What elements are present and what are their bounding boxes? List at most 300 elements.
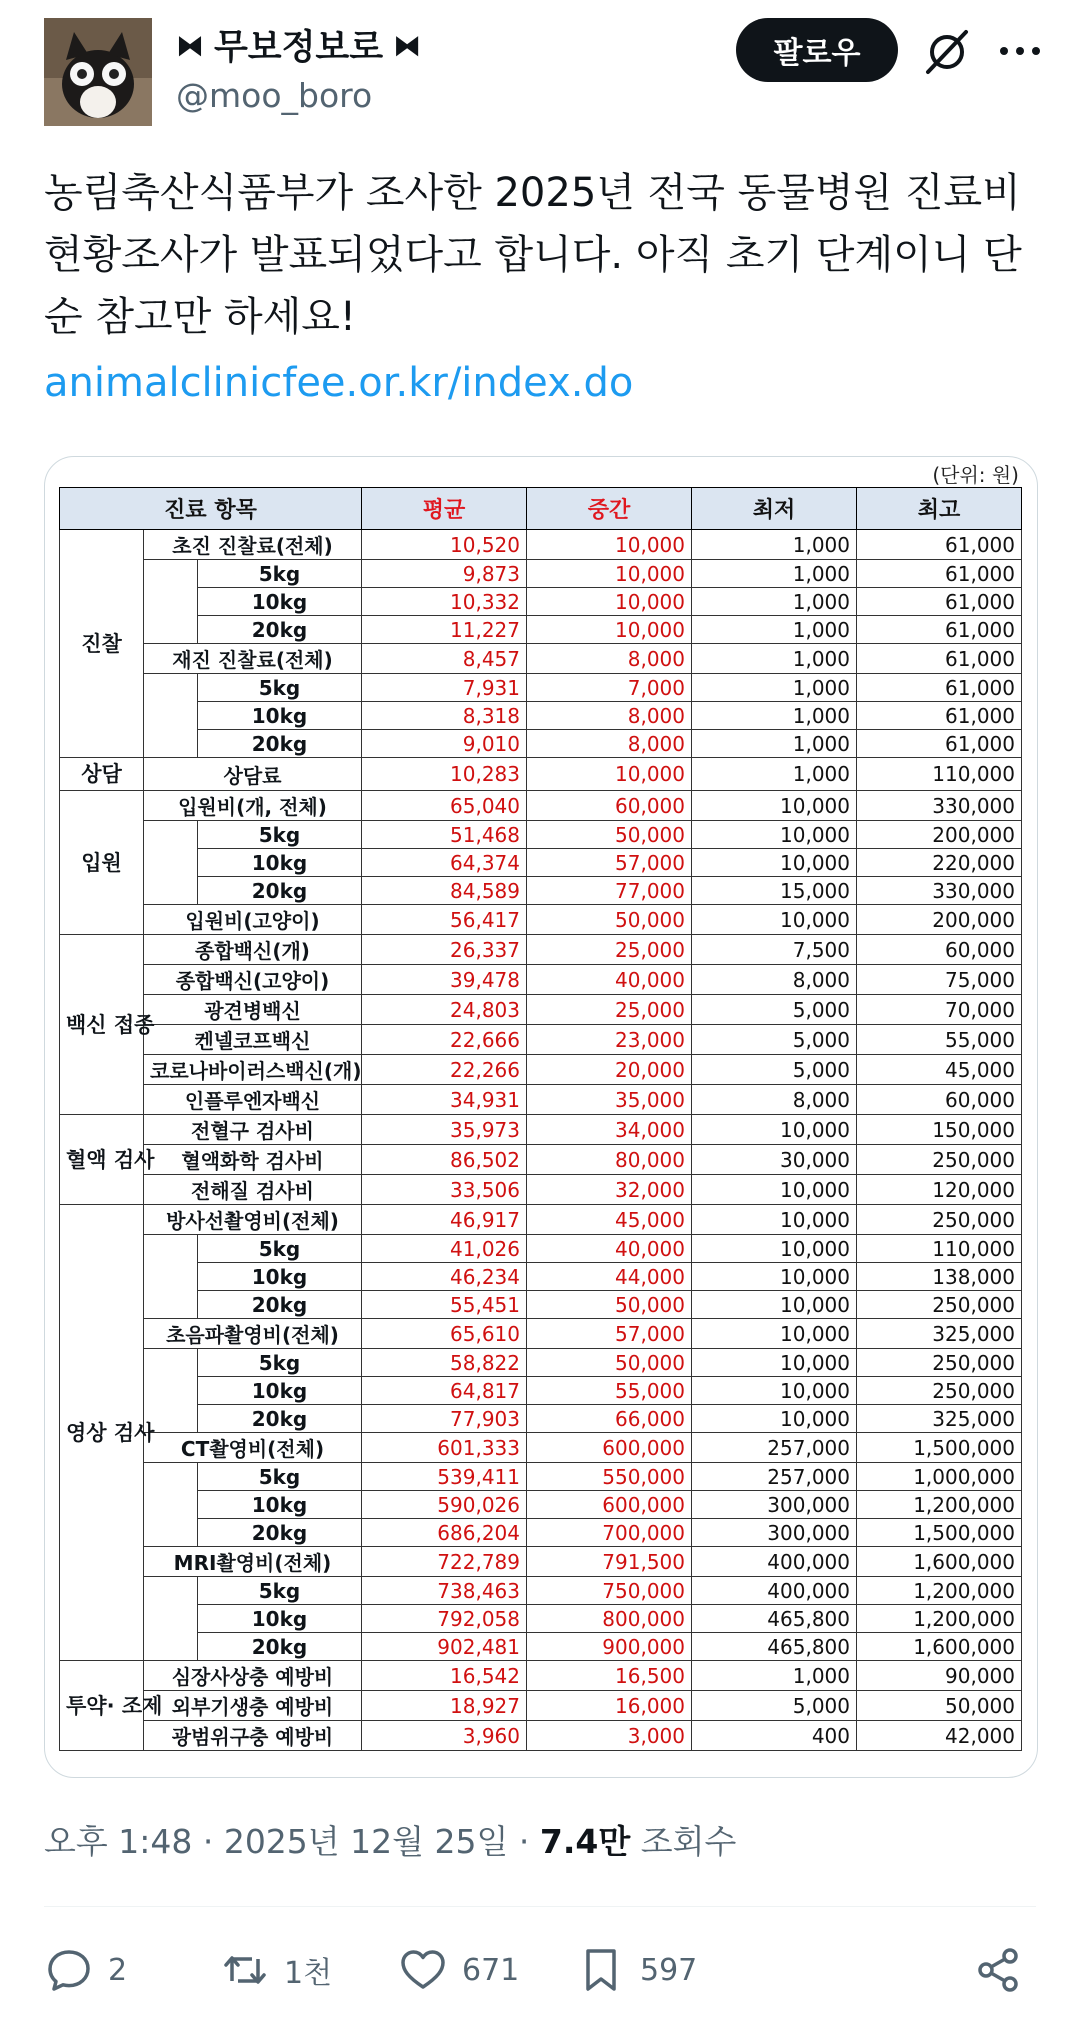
table-row: [60, 1115, 1022, 1145]
avg-cell: 41,026: [362, 1235, 527, 1263]
indent-cell: [144, 730, 198, 758]
indent-cell: [144, 616, 198, 644]
max-cell: 1,000,000: [857, 1463, 1022, 1491]
med-cell: 8,000: [527, 644, 692, 674]
med-cell: 800,000: [527, 1605, 692, 1633]
table-row: [60, 1605, 1022, 1633]
med-cell: 20,000: [527, 1055, 692, 1085]
avg-cell: 601,333: [362, 1433, 527, 1463]
item-cell: 종합백신(개): [144, 935, 362, 965]
avg-cell: 9,873: [362, 560, 527, 588]
med-cell: 3,000: [527, 1721, 692, 1751]
avg-cell: 39,478: [362, 965, 527, 995]
weight-cell: 10kg: [198, 849, 362, 877]
min-cell: 1,000: [692, 702, 857, 730]
avg-cell: 738,463: [362, 1577, 527, 1605]
max-cell: 150,000: [857, 1115, 1022, 1145]
min-cell: 10,000: [692, 905, 857, 935]
max-cell: 61,000: [857, 730, 1022, 758]
max-cell: 250,000: [857, 1145, 1022, 1175]
min-cell: 10,000: [692, 821, 857, 849]
max-cell: 61,000: [857, 644, 1022, 674]
share-icon: [974, 1945, 1024, 1995]
weight-cell: 20kg: [198, 1633, 362, 1661]
avg-cell: 8,318: [362, 702, 527, 730]
avg-cell: 51,468: [362, 821, 527, 849]
item-cell: 심장사상충 예방비: [144, 1661, 362, 1691]
author-handle[interactable]: @moo_boro: [176, 76, 373, 115]
med-cell: 66,000: [527, 1405, 692, 1433]
avg-cell: 10,520: [362, 530, 527, 560]
min-cell: 10,000: [692, 849, 857, 877]
med-cell: 10,000: [527, 560, 692, 588]
max-cell: 61,000: [857, 616, 1022, 644]
min-cell: 7,500: [692, 935, 857, 965]
med-cell: 600,000: [527, 1433, 692, 1463]
item-cell: 초진 진찰료(전체): [144, 530, 362, 560]
avg-cell: 86,502: [362, 1145, 527, 1175]
header-avg: 평균: [362, 488, 527, 530]
reply-count: 2: [108, 1952, 128, 1988]
med-cell: 34,000: [527, 1115, 692, 1145]
max-cell: 120,000: [857, 1175, 1022, 1205]
tweet-header: [0, 0, 1080, 150]
item-cell: 혈액화학 검사비: [144, 1145, 362, 1175]
med-cell: 8,000: [527, 702, 692, 730]
indent-cell: [144, 1633, 198, 1661]
min-cell: 1,000: [692, 758, 857, 791]
weight-cell: 5kg: [198, 1235, 362, 1263]
avg-cell: 11,227: [362, 616, 527, 644]
max-cell: 61,000: [857, 674, 1022, 702]
table-header-row: [60, 488, 1022, 530]
header-item: 진료 항목: [60, 488, 362, 530]
max-cell: 250,000: [857, 1349, 1022, 1377]
min-cell: 1,000: [692, 530, 857, 560]
weight-cell: 10kg: [198, 1491, 362, 1519]
indent-cell: [144, 877, 198, 905]
max-cell: 1,500,000: [857, 1519, 1022, 1547]
min-cell: 1,000: [692, 1661, 857, 1691]
tweet-image[interactable]: [44, 456, 1038, 1778]
weight-cell: 20kg: [198, 730, 362, 758]
weight-cell: 20kg: [198, 1405, 362, 1433]
indent-cell: [144, 1577, 198, 1605]
author-name: 무보정보로: [214, 28, 384, 68]
grok-icon[interactable]: [920, 24, 974, 78]
indent-cell: [144, 1463, 198, 1491]
med-cell: 900,000: [527, 1633, 692, 1661]
indent-cell: [144, 1605, 198, 1633]
table-row: [60, 1145, 1022, 1175]
min-cell: 10,000: [692, 1175, 857, 1205]
min-cell: 30,000: [692, 1145, 857, 1175]
table-row: [60, 1519, 1022, 1547]
table-row: [60, 730, 1022, 758]
min-cell: 1,000: [692, 644, 857, 674]
table-row: [60, 1349, 1022, 1377]
min-cell: 10,000: [692, 1235, 857, 1263]
max-cell: 1,600,000: [857, 1633, 1022, 1661]
indent-cell: [144, 849, 198, 877]
item-cell: 외부기생충 예방비: [144, 1691, 362, 1721]
fee-table: [59, 487, 1022, 1751]
min-cell: 465,800: [692, 1605, 857, 1633]
item-cell: 전해질 검사비: [144, 1175, 362, 1205]
tweet-time[interactable]: 오후 1:48 · 2025년 12월 25일 ·: [44, 1822, 540, 1861]
max-cell: 42,000: [857, 1721, 1022, 1751]
table-row: [60, 560, 1022, 588]
heart-icon: [398, 1945, 448, 1995]
follow-button[interactable]: 팔로우: [736, 18, 898, 82]
table-row: [60, 674, 1022, 702]
weight-cell: 5kg: [198, 1577, 362, 1605]
indent-cell: [144, 560, 198, 588]
indent-cell: [144, 821, 198, 849]
min-cell: 400,000: [692, 1577, 857, 1605]
max-cell: 50,000: [857, 1691, 1022, 1721]
table-row: [60, 1691, 1022, 1721]
table-row: [60, 1175, 1022, 1205]
min-cell: 5,000: [692, 1025, 857, 1055]
min-cell: 465,800: [692, 1633, 857, 1661]
max-cell: 61,000: [857, 530, 1022, 560]
avg-cell: 77,903: [362, 1405, 527, 1433]
med-cell: 40,000: [527, 965, 692, 995]
item-cell: 코로나바이러스백신(개): [144, 1055, 362, 1085]
divider: [44, 1906, 1036, 1907]
weight-cell: 20kg: [198, 616, 362, 644]
indent-cell: [144, 702, 198, 730]
table-row: [60, 1463, 1022, 1491]
weight-cell: 10kg: [198, 1377, 362, 1405]
med-cell: 10,000: [527, 588, 692, 616]
min-cell: 257,000: [692, 1463, 857, 1491]
bookmark-count: 597: [640, 1952, 698, 1988]
avg-cell: 55,451: [362, 1291, 527, 1319]
table-row: [60, 1319, 1022, 1349]
like-button[interactable]: [398, 1940, 519, 2000]
weight-cell: 10kg: [198, 702, 362, 730]
avg-cell: 3,960: [362, 1721, 527, 1751]
table-row: [60, 588, 1022, 616]
item-cell: 광범위구충 예방비: [144, 1721, 362, 1751]
table-row: [60, 1263, 1022, 1291]
med-cell: 50,000: [527, 1291, 692, 1319]
avg-cell: 56,417: [362, 905, 527, 935]
min-cell: 10,000: [692, 1263, 857, 1291]
category-cell: 입원: [60, 791, 144, 935]
weight-cell: 5kg: [198, 1349, 362, 1377]
med-cell: 750,000: [527, 1577, 692, 1605]
table-row: [60, 1633, 1022, 1661]
indent-cell: [144, 1349, 198, 1377]
table-row: [60, 1291, 1022, 1319]
avg-cell: 33,506: [362, 1175, 527, 1205]
item-cell: 방사선촬영비(전체): [144, 1205, 362, 1235]
item-cell: 초음파촬영비(전체): [144, 1319, 362, 1349]
indent-cell: [144, 1491, 198, 1519]
max-cell: 110,000: [857, 758, 1022, 791]
avg-cell: 26,337: [362, 935, 527, 965]
avg-cell: 46,234: [362, 1263, 527, 1291]
max-cell: 200,000: [857, 905, 1022, 935]
reply-button[interactable]: [44, 1940, 127, 2000]
med-cell: 550,000: [527, 1463, 692, 1491]
item-cell: 광견병백신: [144, 995, 362, 1025]
category-cell: 진찰: [60, 530, 144, 758]
avg-cell: 84,589: [362, 877, 527, 905]
table-row: [60, 1721, 1022, 1751]
avg-cell: 65,610: [362, 1319, 527, 1349]
med-cell: 25,000: [527, 995, 692, 1025]
item-cell: 상담료: [144, 758, 362, 791]
max-cell: 1,200,000: [857, 1491, 1022, 1519]
header-min: 최저: [692, 488, 857, 530]
share-button[interactable]: [974, 1940, 1024, 2000]
min-cell: 8,000: [692, 1085, 857, 1115]
repost-button[interactable]: [220, 1940, 332, 2000]
med-cell: 44,000: [527, 1263, 692, 1291]
category-cell: 투약· 조제: [60, 1661, 144, 1751]
indent-cell: [144, 588, 198, 616]
avg-cell: 7,931: [362, 674, 527, 702]
med-cell: 50,000: [527, 1349, 692, 1377]
min-cell: 1,000: [692, 730, 857, 758]
table-row: [60, 905, 1022, 935]
min-cell: 10,000: [692, 1405, 857, 1433]
max-cell: 1,500,000: [857, 1433, 1022, 1463]
action-bar: [44, 1940, 1036, 2000]
table-row: [60, 616, 1022, 644]
avg-cell: 686,204: [362, 1519, 527, 1547]
min-cell: 10,000: [692, 1319, 857, 1349]
table-row: [60, 1235, 1022, 1263]
med-cell: 10,000: [527, 758, 692, 791]
item-cell: MRI촬영비(전체): [144, 1547, 362, 1577]
indent-cell: [144, 1291, 198, 1319]
max-cell: 1,600,000: [857, 1547, 1022, 1577]
min-cell: 10,000: [692, 1205, 857, 1235]
med-cell: 8,000: [527, 730, 692, 758]
med-cell: 16,500: [527, 1661, 692, 1691]
med-cell: 45,000: [527, 1205, 692, 1235]
min-cell: 300,000: [692, 1519, 857, 1547]
med-cell: 35,000: [527, 1085, 692, 1115]
category-cell: 상담: [60, 758, 144, 791]
item-cell: 인플루엔자백신: [144, 1085, 362, 1115]
max-cell: 1,200,000: [857, 1605, 1022, 1633]
item-cell: 종합백신(고양이): [144, 965, 362, 995]
table-row: [60, 644, 1022, 674]
med-cell: 77,000: [527, 877, 692, 905]
med-cell: 7,000: [527, 674, 692, 702]
min-cell: 8,000: [692, 965, 857, 995]
max-cell: 325,000: [857, 1405, 1022, 1433]
min-cell: 1,000: [692, 674, 857, 702]
weight-cell: 20kg: [198, 877, 362, 905]
min-cell: 10,000: [692, 1349, 857, 1377]
med-cell: 55,000: [527, 1377, 692, 1405]
item-cell: CT촬영비(전체): [144, 1433, 362, 1463]
min-cell: 10,000: [692, 791, 857, 821]
tweet-timestamp: [44, 1816, 736, 1863]
max-cell: 250,000: [857, 1291, 1022, 1319]
min-cell: 5,000: [692, 1691, 857, 1721]
view-count: 7.4만: [539, 1822, 631, 1861]
avg-cell: 22,266: [362, 1055, 527, 1085]
min-cell: 400: [692, 1721, 857, 1751]
weight-cell: 20kg: [198, 1291, 362, 1319]
max-cell: 61,000: [857, 560, 1022, 588]
avg-cell: 10,283: [362, 758, 527, 791]
table-row: [60, 1491, 1022, 1519]
max-cell: 70,000: [857, 995, 1022, 1025]
avg-cell: 22,666: [362, 1025, 527, 1055]
table-row: [60, 1205, 1022, 1235]
table-row: [60, 702, 1022, 730]
table-row: [60, 1377, 1022, 1405]
med-cell: 600,000: [527, 1491, 692, 1519]
bowtie-right-icon: ⧓: [393, 28, 422, 62]
item-cell: 전혈구 검사비: [144, 1115, 362, 1145]
med-cell: 57,000: [527, 1319, 692, 1349]
med-cell: 10,000: [527, 530, 692, 560]
avatar[interactable]: [44, 18, 152, 126]
avg-cell: 64,817: [362, 1377, 527, 1405]
avg-cell: 16,542: [362, 1661, 527, 1691]
category-cell: 백신 접종: [60, 935, 144, 1115]
table-row: [60, 935, 1022, 965]
table-row: [60, 1055, 1022, 1085]
indent-cell: [144, 1263, 198, 1291]
min-cell: 15,000: [692, 877, 857, 905]
avg-cell: 9,010: [362, 730, 527, 758]
weight-cell: 5kg: [198, 1463, 362, 1491]
table-row: [60, 995, 1022, 1025]
category-cell: 혈액 검사: [60, 1115, 144, 1205]
indent-cell: [144, 674, 198, 702]
view-label: 조회수: [630, 1822, 737, 1861]
max-cell: 61,000: [857, 702, 1022, 730]
table-row: [60, 821, 1022, 849]
max-cell: 330,000: [857, 877, 1022, 905]
avg-cell: 8,457: [362, 644, 527, 674]
avg-cell: 792,058: [362, 1605, 527, 1633]
min-cell: 1,000: [692, 616, 857, 644]
weight-cell: 5kg: [198, 821, 362, 849]
med-cell: 50,000: [527, 821, 692, 849]
weight-cell: 10kg: [198, 1263, 362, 1291]
min-cell: 10,000: [692, 1115, 857, 1145]
max-cell: 61,000: [857, 588, 1022, 616]
header-max: 최고: [857, 488, 1022, 530]
med-cell: 25,000: [527, 935, 692, 965]
table-body: [60, 530, 1022, 1751]
indent-cell: [144, 1235, 198, 1263]
avg-cell: 35,973: [362, 1115, 527, 1145]
item-cell: 재진 진찰료(전체): [144, 644, 362, 674]
max-cell: 60,000: [857, 1085, 1022, 1115]
like-count: 671: [462, 1952, 520, 1988]
max-cell: 90,000: [857, 1661, 1022, 1691]
med-cell: 60,000: [527, 791, 692, 821]
table-row: [60, 1547, 1022, 1577]
reply-icon: [44, 1945, 94, 1995]
weight-cell: 5kg: [198, 560, 362, 588]
max-cell: 250,000: [857, 1205, 1022, 1235]
indent-cell: [144, 1519, 198, 1547]
weight-cell: 20kg: [198, 1519, 362, 1547]
fee-table-wrapper: [59, 487, 1022, 1751]
min-cell: 257,000: [692, 1433, 857, 1463]
weight-cell: 10kg: [198, 1605, 362, 1633]
med-cell: 23,000: [527, 1025, 692, 1055]
max-cell: 55,000: [857, 1025, 1022, 1055]
item-cell: 입원비(개, 전체): [144, 791, 362, 821]
avg-cell: 64,374: [362, 849, 527, 877]
med-cell: 80,000: [527, 1145, 692, 1175]
tweet-link[interactable]: animalclinicfee.or.kr/index.do: [44, 360, 634, 406]
med-cell: 32,000: [527, 1175, 692, 1205]
more-options-icon[interactable]: [996, 24, 1044, 78]
avg-cell: 58,822: [362, 1349, 527, 1377]
min-cell: 10,000: [692, 1291, 857, 1319]
tweet-text: 농림축산식품부가 조사한 2025년 전국 동물병원 진료비 현황조사가 발표되었다고 합니다. 아직 초기 단계이니 단순 참고만 하세요!: [44, 170, 1022, 340]
avg-cell: 46,917: [362, 1205, 527, 1235]
max-cell: 138,000: [857, 1263, 1022, 1291]
avg-cell: 65,040: [362, 791, 527, 821]
weight-cell: 10kg: [198, 588, 362, 616]
category-cell: 영상 검사: [60, 1205, 144, 1661]
min-cell: 5,000: [692, 995, 857, 1025]
max-cell: 220,000: [857, 849, 1022, 877]
max-cell: 60,000: [857, 935, 1022, 965]
avg-cell: 539,411: [362, 1463, 527, 1491]
max-cell: 200,000: [857, 821, 1022, 849]
weight-cell: 5kg: [198, 674, 362, 702]
min-cell: 300,000: [692, 1491, 857, 1519]
med-cell: 700,000: [527, 1519, 692, 1547]
max-cell: 110,000: [857, 1235, 1022, 1263]
max-cell: 1,200,000: [857, 1577, 1022, 1605]
table-row: [60, 1661, 1022, 1691]
avg-cell: 34,931: [362, 1085, 527, 1115]
bookmark-button[interactable]: [576, 1940, 697, 2000]
display-name[interactable]: [176, 20, 421, 70]
avg-cell: 722,789: [362, 1547, 527, 1577]
item-cell: 입원비(고양이): [144, 905, 362, 935]
avg-cell: 24,803: [362, 995, 527, 1025]
table-unit: (단위: 원): [932, 463, 1019, 487]
table-row: [60, 791, 1022, 821]
bookmark-icon: [576, 1945, 626, 1995]
max-cell: 75,000: [857, 965, 1022, 995]
table-row: [60, 530, 1022, 560]
min-cell: 10,000: [692, 1377, 857, 1405]
med-cell: 57,000: [527, 849, 692, 877]
max-cell: 325,000: [857, 1319, 1022, 1349]
table-row: [60, 1577, 1022, 1605]
bowtie-left-icon: ⧓: [176, 28, 204, 62]
min-cell: 5,000: [692, 1055, 857, 1085]
item-cell: 켄넬코프백신: [144, 1025, 362, 1055]
med-cell: 16,000: [527, 1691, 692, 1721]
med-cell: 791,500: [527, 1547, 692, 1577]
max-cell: 45,000: [857, 1055, 1022, 1085]
table-row: [60, 1025, 1022, 1055]
avg-cell: 10,332: [362, 588, 527, 616]
